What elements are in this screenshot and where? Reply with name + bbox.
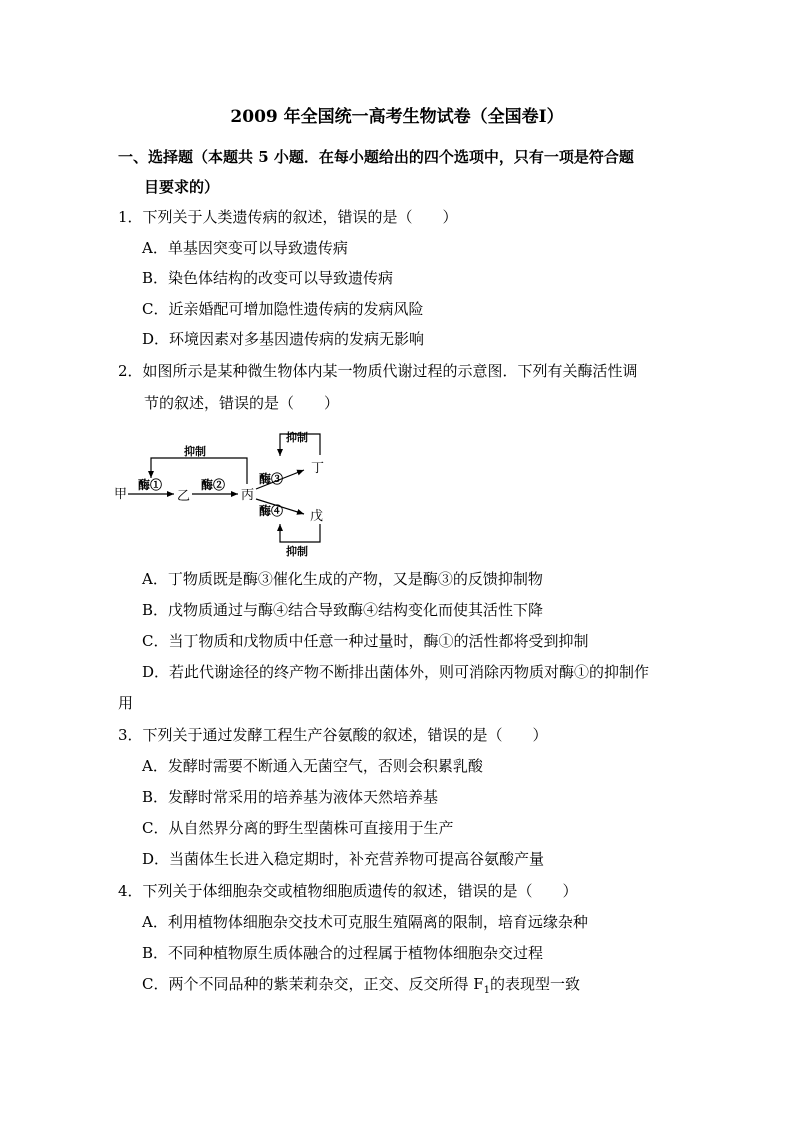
inhibit-label-bing: 抑制	[184, 445, 206, 458]
q1-stem: 1．下列关于人类遗传病的叙述，错误的是（ ）	[118, 208, 458, 226]
section-heading-cont: 目要求的）	[144, 178, 220, 196]
q3-option-c: C．从自然界分离的野生型菌株可直接用于生产	[142, 819, 454, 837]
feedback-bing-enzyme1	[151, 458, 247, 484]
substance-jia: 甲	[114, 487, 128, 502]
q3-option-a: A．发酵时需要不断通入无菌空气，否则会积累乳酸	[142, 757, 483, 775]
q3-option-d: D．当菌体生长进入稳定期时，补充营养物可提高谷氨酸产量	[142, 850, 545, 868]
q4-option-a: A．利用植物体细胞杂交技术可克服生殖隔离的限制，培育远缘杂种	[142, 913, 588, 931]
substance-wu: 戊	[310, 509, 324, 524]
q4-stem: 4．下列关于体细胞杂交或植物细胞质遗传的叙述，错误的是（ ）	[118, 882, 578, 900]
inhibit-label-ding: 抑制	[286, 431, 308, 444]
q2-option-a: A．丁物质既是酶③催化生成的产物，又是酶③的反馈抑制物	[142, 570, 543, 588]
q3-option-b: B．发酵时常采用的培养基为液体天然培养基	[142, 788, 439, 806]
q1-option-b: B．染色体结构的改变可以导致遗传病	[142, 269, 394, 287]
substance-ding: 丁	[311, 461, 325, 476]
q4-option-c: C．两个不同品种的紫茉莉杂交，正交、反交所得 $F_1$的表现型一致	[142, 975, 581, 996]
q2-option-d: D．若此代谢途径的终产物不断排出菌体外，则可消除丙物质对酶①的抑制作	[142, 663, 650, 681]
q2-stem: 2．如图所示是某种微生物体内某一物质代谢过程的示意图．下列有关酶活性调	[118, 362, 638, 380]
q3-stem: 3．下列关于通过发酵工程生产谷氨酸的叙述，错误的是（ ）	[118, 726, 548, 744]
enzyme-4-label: 酶④	[259, 504, 284, 518]
feedback-wu-enzyme4	[280, 524, 320, 542]
q2-stem-cont: 节的叙述，错误的是（ ）	[144, 394, 340, 412]
page-title: 2009 年全国统一高考生物试卷（全国卷Ⅰ）	[230, 107, 564, 127]
q1-option-d: D．环境因素对多基因遗传病的发病无影响	[142, 330, 425, 348]
q2-option-c: C．当丁物质和戊物质中任意一种过量时，酶①的活性都将受到抑制	[142, 632, 589, 650]
q1-option-a: A．单基因突变可以导致遗传病	[142, 239, 348, 257]
inhibit-label-wu: 抑制	[286, 545, 308, 558]
enzyme-3-label: 酶③	[259, 472, 284, 486]
metabolic-pathway-diagram	[114, 426, 364, 562]
q4-option-b: B．不同种植物原生质体融合的过程属于植物体细胞杂交过程	[142, 944, 544, 962]
section-heading: 一、选择题（本题共 5 小题．在每小题给出的四个选项中，只有一项是符合题	[118, 148, 634, 166]
substance-yi: 乙	[177, 489, 191, 504]
f1-subscript: 1	[483, 985, 491, 996]
enzyme-2-label: 酶②	[201, 478, 226, 492]
q2-option-b: B．戊物质通过与酶④结合导致酶④结构变化而使其活性下降	[142, 601, 544, 619]
substance-bing: 丙	[241, 488, 255, 503]
q1-option-c: C．近亲婚配可增加隐性遗传病的发病风险	[142, 300, 424, 318]
enzyme-1-label: 酶①	[138, 478, 163, 492]
q2-option-d-cont: 用	[118, 694, 134, 712]
